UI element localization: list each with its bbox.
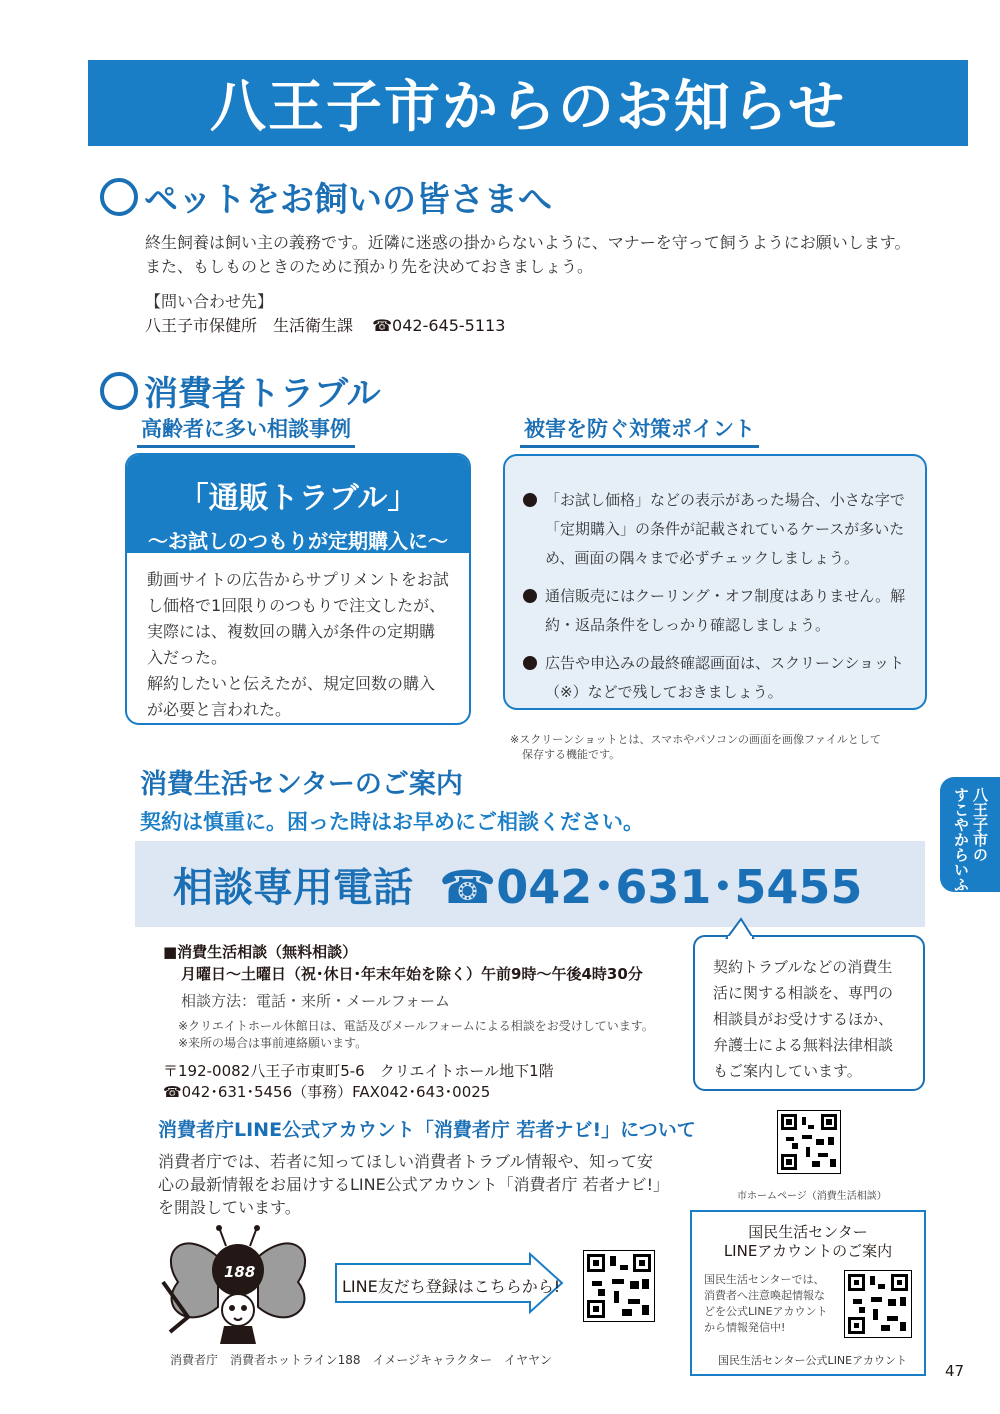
qr-code-kokumin[interactable]	[844, 1270, 912, 1338]
phone-label: 相談専用電話	[173, 864, 413, 911]
service-methods: 相談方法：電話・来所・メールフォーム	[181, 992, 450, 1010]
note-line-2: 保存する機能です。	[522, 748, 621, 761]
mascot-caption: 消費者庁 消費者ホットライン188 イメージキャラクター イヤヤン	[170, 1353, 552, 1367]
pet-contact-org: 八王子市保健所 生活衛生課	[145, 316, 354, 335]
pet-contact-label: 【問い合わせ先】	[145, 292, 274, 311]
page-banner: 八王子市からのお知らせ	[88, 60, 968, 146]
service-hours: 月曜日～土曜日（祝･休日･年末年始を除く）午前9時～午後4時30分	[181, 965, 643, 983]
service-note-1: ※クリエイトホール休館日は、電話及びメールフォームによる相談をお受けしています。	[178, 1019, 654, 1033]
case-subtitle: ～お試しのつもりが定期購入に～	[148, 529, 448, 553]
screenshot-note	[510, 732, 881, 762]
point-text: 「お試し価格」などの表示があった場合、小さな字で「定期購入」の条件が記載されているケースが多いため、画面の隅々まで必ずチェックしましょう。	[545, 491, 905, 567]
bubble-tail-icon	[725, 917, 755, 939]
side-tab-line-1: 八王子市の	[971, 787, 989, 862]
kokumin-caption: 国民生活センター公式LINEアカウント	[718, 1354, 908, 1367]
kokumin-title-1: 国民生活センター	[748, 1223, 868, 1241]
point-item	[523, 649, 907, 707]
qr-caption-city: 市ホームページ（消費生活相談）	[737, 1191, 887, 1202]
address: 〒192-0082八王子市東町5-6 クリエイトホール地下1階	[163, 1062, 554, 1080]
center-tagline: 契約は慎重に。困った時はお早めにご相談ください。	[140, 810, 644, 834]
service-info	[163, 941, 643, 1012]
phone-band	[135, 841, 925, 927]
service-note-2: ※来所の場合は事前連絡願います。	[178, 1036, 368, 1050]
qr-code-line[interactable]	[583, 1250, 655, 1322]
bullet-icon	[523, 589, 537, 603]
line-arrow-text[interactable]: LINE友だち登録はこちらから!	[342, 1277, 561, 1296]
mascot-badge: 188	[224, 1263, 256, 1281]
pet-line-2: また、もしものときのために預かり先を決めておきましょう。	[145, 257, 594, 276]
pet-heading-text: ペットをお飼いの皆さまへ	[144, 180, 552, 220]
line-body: 消費者庁では、若者に知ってほしい消費者トラブル情報や、知って安心の最新情報をお届けするLINE公式アカウント「消費者庁 若者ナビ!」を開設しています。	[158, 1152, 662, 1217]
note-line-1: ※スクリーンショットとは、スマホやパソコンの画面を画像ファイルとして	[510, 733, 881, 746]
points-box	[503, 454, 927, 710]
service-title: ■消費生活相談（無料相談）	[163, 943, 358, 961]
pet-contact	[145, 290, 505, 338]
kokumin-title	[692, 1212, 924, 1261]
qr-pattern	[778, 1111, 840, 1173]
circle-icon	[100, 178, 138, 216]
phone-number[interactable]: ☎042･631･5455	[439, 860, 863, 914]
side-tab-line-2: すこやからいふ	[952, 787, 970, 892]
consumer-heading-text: 消費者トラブル	[144, 374, 381, 414]
pet-line-1: 終生飼養は飼い主の義務です。近隣に迷惑の掛からないように、マナーを守って飼うようにお願いします。	[145, 233, 911, 252]
case-box	[125, 453, 471, 725]
service-notes	[178, 1018, 654, 1052]
pet-heading	[100, 172, 552, 221]
case-body-1: 動画サイトの広告からサプリメントをお試し価格で1回限りのつもりで注文したが、実際には、複数回の購入が条件の定期購入だった。	[147, 570, 449, 667]
center-heading: 消費生活センターのご案内	[140, 769, 463, 800]
bubble-text: 契約トラブルなどの消費生活に関する相談を、専門の相談員がお受けするほか、弁護士による無料法律相談もご案内しています。	[713, 958, 894, 1080]
sub-heading-points: 被害を防ぐ対策ポイント	[520, 413, 759, 448]
center-address	[163, 1061, 554, 1103]
consumer-heading	[100, 366, 381, 415]
point-text: 通信販売にはクーリング・オフ制度はありません。解約・返品条件をしっかり確認しましょう。	[545, 587, 906, 634]
qr-pattern	[845, 1271, 911, 1337]
kokumin-title-2: LINEアカウントのご案内	[723, 1242, 893, 1260]
case-body-2: 解約したいと伝えたが、規定回数の購入が必要と言われた。	[147, 674, 436, 719]
point-item	[523, 582, 907, 640]
side-tab	[940, 777, 1000, 892]
case-title: 「通販トラブル」	[178, 481, 418, 516]
bullet-icon	[523, 656, 537, 670]
tel-fax: ☎042･631･5456（事務）FAX042･643･0025	[163, 1083, 491, 1101]
pet-body	[145, 231, 945, 279]
point-text: 広告や申込みの最終確認画面は、スクリーンショット（※）などで残しておきましょう。	[545, 654, 905, 701]
point-item	[523, 486, 907, 573]
mascot-illustration	[158, 1222, 323, 1347]
sub-heading-cases: 高齢者に多い相談事例	[137, 413, 355, 448]
line-heading: 消費者庁LINE公式アカウント「消費者庁 若者ナビ!」について	[158, 1119, 696, 1141]
qr-pattern	[584, 1251, 654, 1321]
kokumin-box	[690, 1210, 926, 1376]
qr-code-city[interactable]	[777, 1110, 841, 1174]
pet-contact-phone: ☎042-645-5113	[372, 316, 506, 335]
page-number: 47	[945, 1362, 965, 1380]
case-body	[127, 553, 469, 725]
circle-icon	[100, 372, 138, 410]
speech-bubble	[693, 935, 925, 1091]
case-box-header	[127, 455, 469, 553]
kokumin-body: 国民生活センターでは、消費者へ注意喚起情報などを公式LINEアカウントから情報発信中!	[704, 1273, 828, 1334]
bullet-icon	[523, 493, 537, 507]
